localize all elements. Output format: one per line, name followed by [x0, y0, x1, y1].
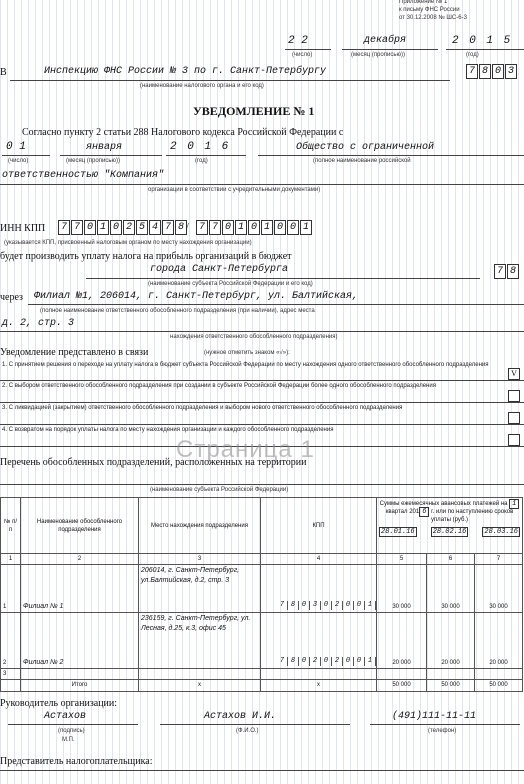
due-date-cell: 28.01.16	[381, 528, 415, 536]
inn-kpp-label: ИНН КПП	[0, 223, 46, 234]
appendix-line: Приложение № 1	[399, 0, 448, 5]
caption-month: (месяц (прописью))	[351, 52, 405, 58]
inn-cell: 4	[149, 220, 161, 235]
list-heading: Перечень обособленных подразделений, расположенных на территории	[0, 457, 307, 468]
header-sums	[377, 498, 523, 554]
via-label: через	[0, 292, 23, 303]
code-cell: 7	[494, 264, 506, 279]
code-cell: 7	[466, 64, 478, 79]
subdivision-place: 236159, г. Санкт-Петербург, ул. Лесная, д.25, к.3, офис 45	[139, 613, 261, 669]
total-row	[1, 680, 523, 692]
page-watermark: Страница 1	[176, 436, 315, 463]
kpp-digit: 0	[354, 657, 365, 666]
total-amount: 50 000	[377, 680, 427, 692]
due-date-cell: 28.02.16	[432, 528, 467, 536]
total-amount: 50 000	[427, 680, 475, 692]
year-prefix: 201	[409, 509, 420, 515]
kpp-digit: 1	[365, 657, 376, 666]
kpp-digit: 8	[288, 657, 299, 666]
date-month: декабря	[364, 35, 407, 46]
kpp-cell: 0	[274, 220, 286, 235]
total-x: x	[261, 680, 377, 692]
basis-day: 0 1	[6, 141, 26, 153]
reason-number: 3.	[2, 405, 8, 411]
total-amount: 50 000	[475, 680, 523, 692]
appendix-note	[399, 0, 467, 22]
sums-text: Суммы ежемесячных авансовых платежей на	[379, 501, 508, 507]
inn-cell: 7	[162, 220, 174, 235]
subdivision-kpp	[261, 565, 377, 613]
payment-amount: 30 000	[377, 565, 427, 613]
caption-org: (полное наименование российской	[313, 158, 411, 164]
reason-item-4[interactable]	[2, 426, 492, 434]
kpp-cell: 0	[248, 220, 260, 235]
inn-cell: 8	[175, 220, 187, 235]
row-number: 1	[1, 565, 21, 613]
kpp-digit: 0	[299, 601, 310, 610]
caption-year: (год)	[195, 158, 208, 164]
reasons-heading: Уведомление представлено в связи	[0, 347, 149, 358]
kpp-digit: 0	[299, 657, 310, 666]
inn-field	[58, 220, 188, 235]
reason-text: С принятием решения о переходе на уплату налога в бюджет субъекта Российской Федерации по месту нахождения одного ответственного обособленного подразделения	[8, 362, 489, 368]
list-caption: (наименование субъекта Российской Федерации)	[150, 487, 289, 493]
row-number: 2	[1, 613, 21, 669]
org-name-part2: ответственностью "Компания"	[2, 170, 165, 181]
subject-caption: (наименование субъекта Российской Федерации и его код)	[148, 281, 313, 287]
via-text2: д. 2, стр. 3	[2, 318, 75, 329]
reason-checkbox-4[interactable]	[508, 434, 520, 446]
reason-item-3[interactable]	[2, 404, 492, 412]
signer-fio: Астахов И.И.	[204, 711, 277, 722]
code-cell: 8	[479, 64, 491, 79]
kpp-digit: 2	[332, 601, 343, 610]
signer-phone: (491)111-11-11	[392, 711, 477, 722]
reason-number: 4.	[2, 427, 8, 433]
subdivision-name: Филиал № 1	[21, 565, 139, 613]
column-number-row	[1, 554, 523, 565]
budget-subject: города Санкт-Петербурга	[150, 264, 289, 275]
via-text: Филиал №1, 206014, г. Санкт-Петербург, ул. Балтийская,	[34, 291, 359, 302]
inn-cell: 7	[58, 220, 70, 235]
year-digit-cell: 6	[419, 507, 429, 517]
caption-year: (год)	[466, 52, 479, 58]
total-label: Итого	[21, 680, 139, 692]
kpp-digit: 0	[354, 601, 365, 610]
header-kpp: КПП	[261, 498, 377, 554]
signature-heading: Руководитель организации:	[0, 698, 118, 709]
inn-cell: 0	[84, 220, 96, 235]
kpp-cell: 7	[209, 220, 221, 235]
caption-number: (число)	[8, 158, 29, 164]
table-header-row	[1, 498, 523, 554]
column-number: 3	[139, 554, 261, 565]
column-number: 2	[21, 554, 139, 565]
org-name-part1: Общество с ограниченной	[296, 142, 435, 153]
subject-code	[494, 264, 520, 279]
reason-checkbox-2[interactable]	[508, 390, 520, 402]
reason-checkbox-1[interactable]: V	[508, 368, 520, 380]
reasons-note: (нужное отметить знаком «√»):	[204, 350, 290, 356]
payment-amount: 30 000	[475, 565, 523, 613]
inn-cell: 2	[123, 220, 135, 235]
subdivision-kpp	[261, 613, 377, 669]
header-name: Наименование обособленного подразделения	[21, 498, 139, 554]
subdivisions-table	[0, 497, 523, 692]
inn-cell: 5	[136, 220, 148, 235]
payment-amount: 20 000	[427, 613, 475, 669]
reason-checkbox-3[interactable]	[508, 412, 520, 424]
reason-number: 1.	[2, 362, 8, 368]
appendix-line: от 30.12.2008 № ШС-6-3	[399, 15, 467, 21]
inn-kpp-caption: (указывается КПП, присвоенный налоговым органом по месту нахождения организации)	[4, 240, 252, 246]
caption-month: (месяц (прописью))	[66, 158, 120, 164]
basis-text: Согласно пункту 2 статьи 288 Налогового кодекса Российской Федерации с	[22, 127, 344, 138]
column-number: 5	[377, 554, 427, 565]
payment-text: будет производить уплату налога на прибыль организаций в бюджет	[0, 251, 292, 262]
sums-text: квартал	[385, 509, 408, 515]
tax-office-code	[466, 64, 518, 79]
recipient-name: Инспекцию ФНС России № 3 по г. Санкт-Петербургу	[44, 66, 327, 77]
kpp-digit: 7	[277, 657, 288, 666]
reason-text: С ликвидацией (закрытием) ответственного обособленного подразделения и выбором нового ответственного обособленного подразделения	[8, 405, 403, 411]
table-row	[1, 565, 523, 613]
row-number: 3	[1, 669, 21, 680]
column-number: 1	[1, 554, 21, 565]
recipient-caption: (наименование налогового органа и его код)	[140, 83, 264, 89]
caption-number: (число)	[292, 52, 313, 58]
kpp-cell: 1	[300, 220, 312, 235]
reason-text: С возвратом на порядок уплаты налога по месту нахождения организации и каждого обособленного подразделения	[8, 427, 334, 433]
via-caption: (полное наименование ответственного обособленного подразделения (при наличии), адрес места	[40, 308, 315, 314]
reason-item-2[interactable]	[2, 382, 492, 390]
due-date-cell: 28.03.16	[484, 528, 519, 536]
date-year: 2 0 1 5	[452, 35, 513, 47]
sums-text: г. или по наступлению сроков уплаты (руб.)	[430, 509, 514, 523]
table-row	[1, 613, 523, 669]
kpp-digit: 8	[288, 601, 299, 610]
caption-org2: организации в соответствии с учредительными документами)	[148, 187, 321, 193]
code-cell: 0	[492, 64, 504, 79]
caption-sign: (подпись)	[58, 728, 85, 734]
column-number: 4	[261, 554, 377, 565]
quarter-cell: 1	[509, 499, 519, 509]
kpp-digit: 2	[332, 657, 343, 666]
kpp-digit: 1	[365, 601, 376, 610]
subdivision-name: Филиал № 2	[21, 613, 139, 669]
caption-phone: (телефон)	[428, 728, 457, 734]
kpp-digit: 0	[343, 657, 354, 666]
kpp-digit: 2	[310, 657, 321, 666]
representative-heading: Представитель налогоплательщика:	[0, 756, 153, 767]
table-row-empty	[1, 669, 523, 680]
due-dates	[379, 527, 520, 537]
kpp-digit: 7	[277, 601, 288, 610]
reason-text: С выбором ответственного обособленного подразделения при создании в субъекте Российской Федерации более одного обособленного подразделения	[8, 383, 436, 389]
inn-kpp-slash: /	[186, 222, 189, 233]
subdivision-place: 206014, г. Санкт-Петербург, ул.Балтийская, д.2, стр. 3	[139, 565, 261, 613]
date-day: 2 2	[288, 35, 308, 47]
page-title: УВЕДОМЛЕНИЕ № 1	[193, 104, 315, 118]
kpp-digit: 0	[321, 601, 332, 610]
payment-amount: 30 000	[427, 565, 475, 613]
appendix-line: к письму ФНС России	[399, 7, 460, 13]
kpp-field	[196, 220, 313, 235]
inn-cell: 0	[110, 220, 122, 235]
reason-number: 2.	[2, 383, 8, 389]
kpp-digit: 3	[310, 601, 321, 610]
column-number: 6	[427, 554, 475, 565]
kpp-digit: 0	[343, 601, 354, 610]
kpp-digit: 0	[321, 657, 332, 666]
basis-year: 2 0 1 6	[170, 141, 231, 153]
code-cell: 3	[505, 64, 517, 79]
inn-cell: 1	[97, 220, 109, 235]
basis-month: января	[86, 142, 123, 153]
via-caption2: нахождения ответственного обособленного подразделения)	[170, 334, 338, 340]
header-place: Место нахождения подразделения	[139, 498, 261, 554]
caption-fio: (Ф.И.О.)	[236, 728, 259, 734]
column-number: 7	[475, 554, 523, 565]
kpp-cell: 7	[196, 220, 208, 235]
payment-amount: 20 000	[475, 613, 523, 669]
inn-cell: 7	[71, 220, 83, 235]
code-cell: 8	[507, 264, 519, 279]
total-x: x	[139, 680, 261, 692]
payment-amount: 20 000	[377, 613, 427, 669]
header-num: № п/п	[1, 498, 21, 554]
kpp-cell: 0	[222, 220, 234, 235]
stamp-place: М.П.	[62, 737, 75, 743]
reason-item-1[interactable]	[2, 361, 492, 369]
kpp-cell: 0	[287, 220, 299, 235]
recipient-prefix: В	[0, 67, 7, 78]
kpp-cell: 1	[261, 220, 273, 235]
signer-name: Астахов	[44, 711, 87, 722]
kpp-cell: 1	[235, 220, 247, 235]
